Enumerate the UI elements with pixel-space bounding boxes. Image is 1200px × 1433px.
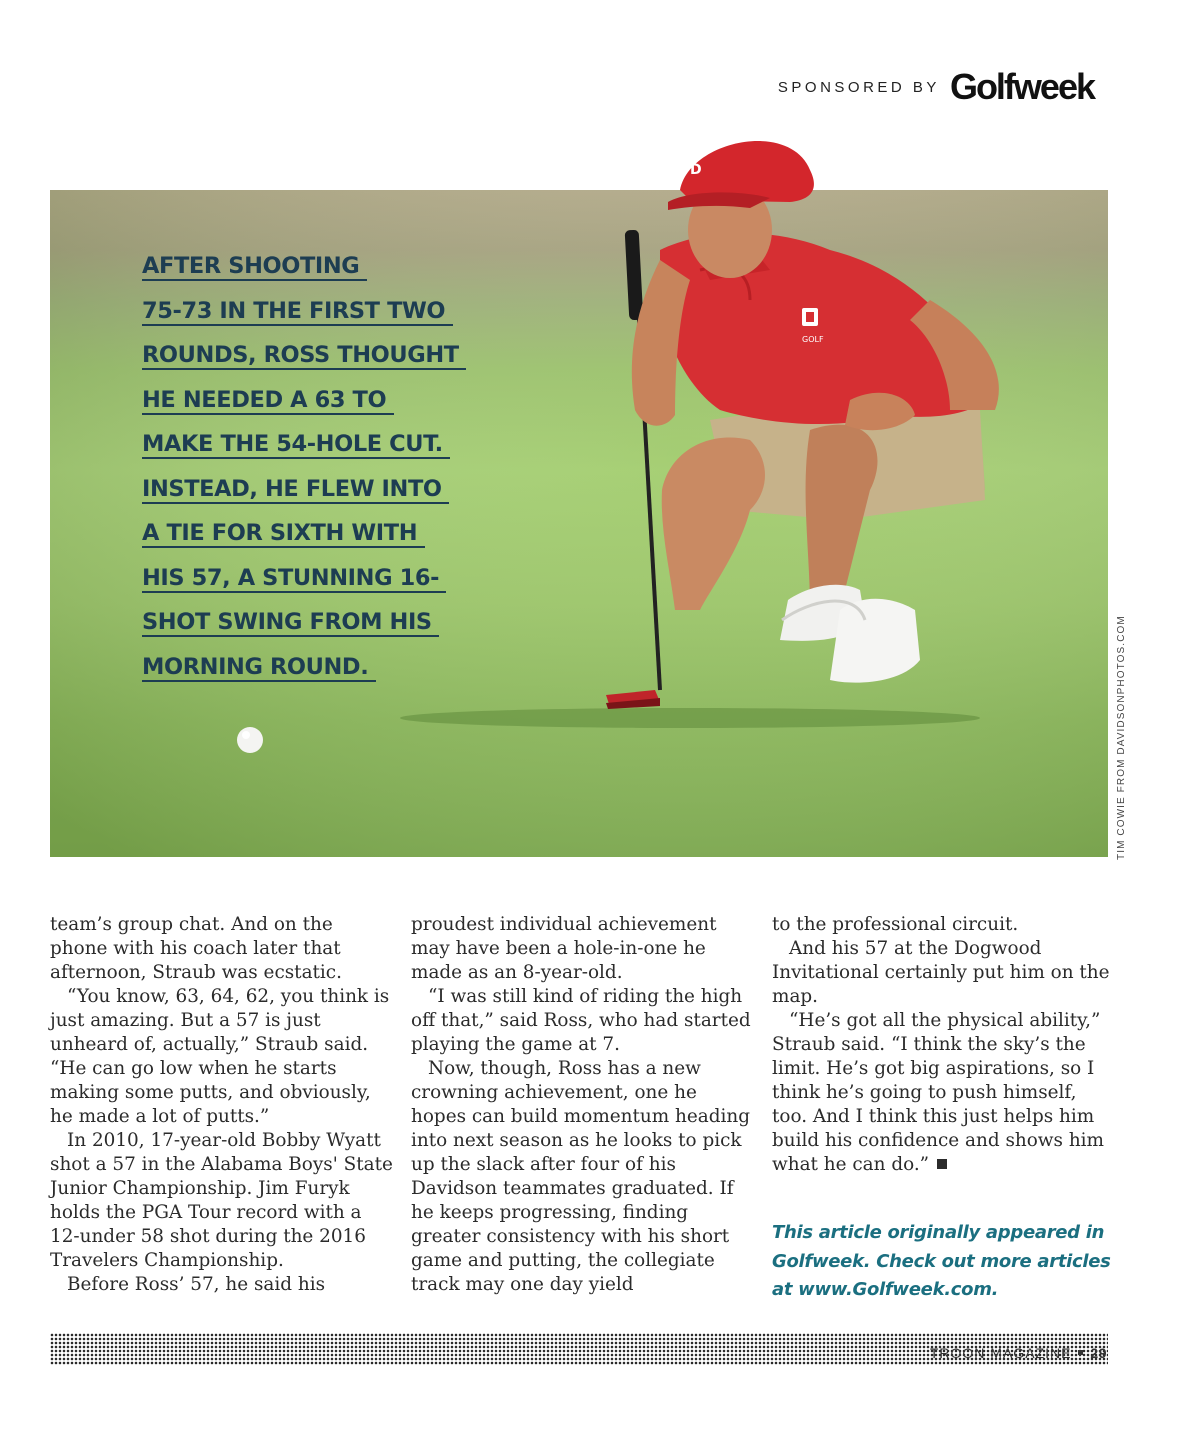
pull-quote-line xyxy=(142,387,482,432)
pull-quote-line xyxy=(142,609,482,654)
pull-quote-line xyxy=(142,431,482,476)
pull-quote-text: HE NEEDED A 63 TO xyxy=(142,386,394,413)
cap-logo: D xyxy=(690,162,702,178)
pull-quote-line xyxy=(142,476,482,521)
article-paragraph: “I was still kind of riding the high off that,” said Ross, who had started playing the game at 7. xyxy=(411,986,751,1055)
pull-quote-text: SHOT SWING FROM HIS xyxy=(142,609,440,635)
article-paragraph: to the professional circuit. xyxy=(772,914,1019,935)
pull-quote xyxy=(142,253,482,698)
article-column-2 xyxy=(411,913,756,1297)
pull-quote-line xyxy=(142,342,482,387)
pull-quote-text: 75-73 IN THE FIRST TWO xyxy=(142,297,453,324)
article-column-3 xyxy=(772,913,1112,1177)
source-note: This article originally appeared in Golfweek. Check out more articles at www.Golfweek.com. xyxy=(772,1222,1111,1300)
article-paragraph: “He’s got all the physical ability,” Straub said. “I think the sky’s the limit. He’s got big aspirations, so I think he’s going to push himself, too. And I think this just helps him build his confidence and shows him what he can do.” xyxy=(772,1010,1104,1175)
pull-quote-text: ROUNDS, ROSS THOUGHT xyxy=(142,342,467,368)
end-mark-icon xyxy=(937,1159,947,1169)
sponsor-header xyxy=(778,66,1094,108)
article-paragraph: team’s group chat. And on the phone with his coach later that afternoon, Straub was ecstatic. xyxy=(50,914,342,983)
sponsored-by-label: SPONSORED BY xyxy=(777,78,940,96)
pull-quote-line xyxy=(142,253,482,298)
article-paragraph: proudest individual achievement may have been a hole-in-one he made as an 8-year-old. xyxy=(411,914,717,983)
pull-quote-text: INSTEAD, HE FLEW INTO xyxy=(142,475,450,502)
article-paragraph: “You know, 63, 64, 62, you think is just amazing. But a 57 is just unheard of, actually,” Straub said. “He can go low when he starts making some putts, and obviously, he made a lot of putts.” xyxy=(50,986,390,1127)
article-paragraph: Before Ross’ 57, he said his xyxy=(67,1274,326,1295)
article-column-1 xyxy=(50,913,395,1297)
golfweek-logo: Golfweek xyxy=(949,66,1094,107)
article-paragraph: In 2010, 17-year-old Bobby Wyatt shot a 57 in the Alabama Boys' State Junior Championship. Jim Furyk holds the PGA Tour record with a 12-under 58 shot during the 2016 Travelers Championship. xyxy=(50,1130,393,1271)
pull-quote-line xyxy=(142,298,482,343)
pull-quote-text: A TIE FOR SIXTH WITH xyxy=(142,520,425,546)
magazine-name: TROON MAGAZINE xyxy=(929,1345,1072,1361)
photo-credit: TIM COWIE FROM DAVIDSONPHOTOS.COM xyxy=(1116,615,1127,860)
pull-quote-line xyxy=(142,520,482,565)
pull-quote-line xyxy=(142,565,482,610)
article-paragraph: Now, though, Ross has a new crowning achievement, one he hopes can build momentum heading into next season as he looks to pick up the slack after four of his Davidson teammates graduated. If he keeps progressing, finding greater consistency with his short game and putting, the collegiate track may one day yield xyxy=(411,1058,750,1295)
pull-quote-text: MORNING ROUND. xyxy=(142,653,376,680)
page-number: 29 xyxy=(1090,1345,1107,1361)
page-footer xyxy=(930,1345,1107,1361)
article-paragraph: And his 57 at the Dogwood Invitational certainly put him on the map. xyxy=(772,938,1110,1007)
pull-quote-text: HIS 57, A STUNNING 16- xyxy=(142,564,447,591)
pull-quote-line xyxy=(142,654,482,699)
pull-quote-text: MAKE THE 54-HOLE CUT. xyxy=(142,431,451,457)
pull-quote-text: AFTER SHOOTING xyxy=(142,253,367,279)
footer-separator xyxy=(1078,1350,1083,1355)
shirt-logo-text: GOLF xyxy=(802,335,824,344)
